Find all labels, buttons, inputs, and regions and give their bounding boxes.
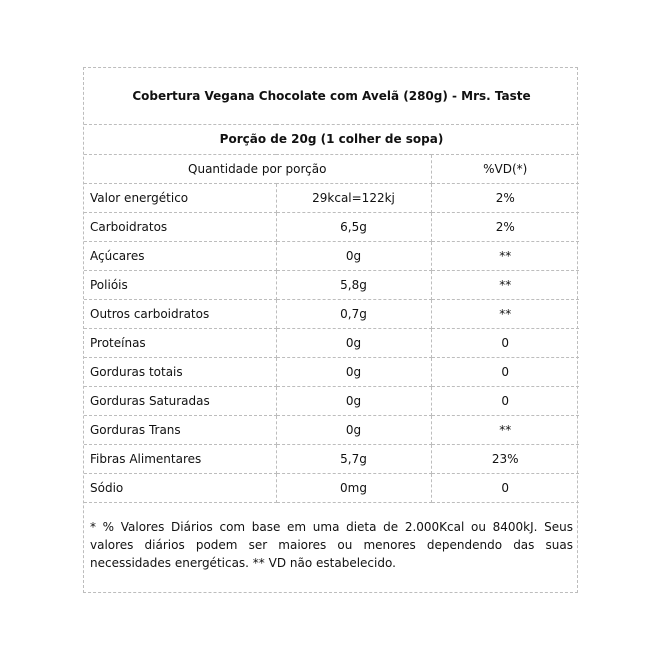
- nutrient-amount: 0,7g: [276, 299, 431, 328]
- nutrient-vd: 0: [431, 357, 579, 386]
- quantity-header: Quantidade por porção: [84, 154, 431, 183]
- nutrient-label: Proteínas: [84, 328, 276, 357]
- table-row: [84, 444, 579, 473]
- nutrient-label: Gorduras Saturadas: [84, 386, 276, 415]
- vd-header: %VD(*): [431, 154, 579, 183]
- table-row: [84, 328, 579, 357]
- nutrient-amount: 6,5g: [276, 212, 431, 241]
- nutrient-vd: 0: [431, 473, 579, 502]
- nutrient-vd: 2%: [431, 183, 579, 212]
- nutrition-facts-panel: [83, 67, 578, 593]
- nutrient-vd: **: [431, 270, 579, 299]
- nutrient-amount: 0g: [276, 386, 431, 415]
- nutrient-label: Fibras Alimentares: [84, 444, 276, 473]
- nutrient-amount: 0g: [276, 328, 431, 357]
- nutrient-vd: 0: [431, 386, 579, 415]
- footnote-row: [84, 502, 579, 592]
- nutrient-label: Gorduras Trans: [84, 415, 276, 444]
- portion-size: Porção de 20g (1 colher de sopa): [84, 124, 579, 154]
- table-row: [84, 386, 579, 415]
- nutrient-vd: 2%: [431, 212, 579, 241]
- nutrient-label: Açúcares: [84, 241, 276, 270]
- portion-row: [84, 124, 579, 154]
- nutrient-amount: 0g: [276, 241, 431, 270]
- nutrient-vd: **: [431, 299, 579, 328]
- header-row: [84, 154, 579, 183]
- nutrient-label: Outros carboidratos: [84, 299, 276, 328]
- nutrient-amount: 0g: [276, 357, 431, 386]
- nutrient-vd: **: [431, 241, 579, 270]
- nutrient-label: Polióis: [84, 270, 276, 299]
- table-row: [84, 299, 579, 328]
- nutrient-amount: 0mg: [276, 473, 431, 502]
- product-title: Cobertura Vegana Chocolate com Avelã (280g) - Mrs. Taste: [84, 68, 579, 124]
- table-row: [84, 183, 579, 212]
- nutrient-vd: **: [431, 415, 579, 444]
- nutrient-vd: 0: [431, 328, 579, 357]
- nutrient-amount: 0g: [276, 415, 431, 444]
- nutrient-label: Gorduras totais: [84, 357, 276, 386]
- nutrient-label: Sódio: [84, 473, 276, 502]
- table-row: [84, 473, 579, 502]
- nutrient-label: Carboidratos: [84, 212, 276, 241]
- nutrition-table: [84, 68, 579, 592]
- title-row: [84, 68, 579, 124]
- nutrient-label: Valor energético: [84, 183, 276, 212]
- table-row: [84, 241, 579, 270]
- nutrient-amount: 5,7g: [276, 444, 431, 473]
- table-row: [84, 357, 579, 386]
- nutrient-vd: 23%: [431, 444, 579, 473]
- nutrient-amount: 29kcal=122kj: [276, 183, 431, 212]
- table-row: [84, 212, 579, 241]
- nutrient-amount: 5,8g: [276, 270, 431, 299]
- footnote: * % Valores Diários com base em uma dieta de 2.000Kcal ou 8400kJ. Seus valores diários podem ser maiores ou menores dependendo das suas necessidades energéticas. ** VD não estabelecido.: [84, 502, 579, 592]
- table-row: [84, 415, 579, 444]
- table-row: [84, 270, 579, 299]
